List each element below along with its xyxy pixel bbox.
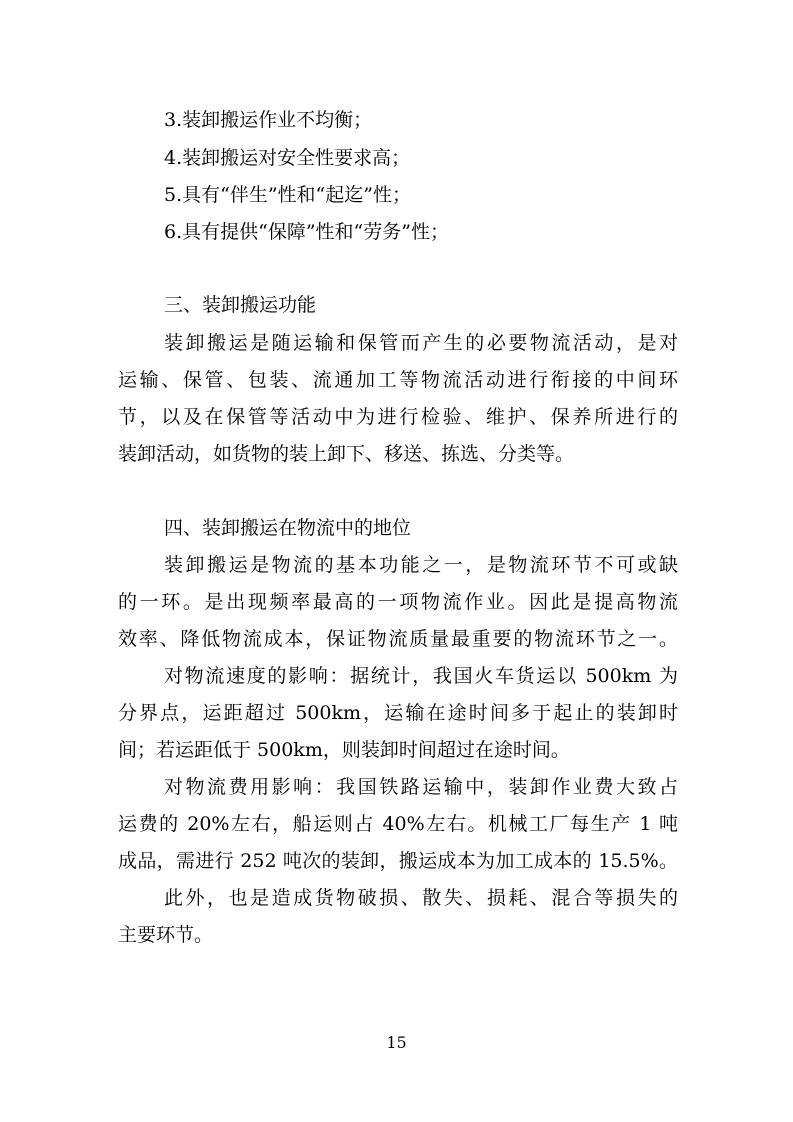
- paragraph-line: 效率、降低物流成本，保证物流质量最重要的物流环节之一。: [118, 628, 678, 650]
- paragraph-line: 对物流费用影响：我国铁路运输中，装卸作业费大致占: [164, 776, 678, 798]
- paragraph-line: 装卸搬运是物流的基本功能之一，是物流环节不可或缺: [164, 554, 678, 576]
- list-item: 3.装卸搬运作业不均衡；: [164, 109, 373, 131]
- paragraph-line: 的一环。是出现频率最高的一项物流作业。因此是提高物流: [118, 591, 678, 613]
- list-item: 6.具有提供“保障”性和“劳务”性；: [164, 221, 449, 243]
- paragraph-line: 装卸搬运是随运输和保管而产生的必要物流活动，是对: [164, 332, 678, 354]
- paragraph-line: 运费的 20%左右，船运则占 40%左右。机械工厂每生产 1 吨: [118, 813, 678, 835]
- paragraph-line: 主要环节。: [118, 924, 214, 946]
- paragraph-line: 节，以及在保管等活动中为进行检验、维护、保养所进行的: [118, 406, 678, 428]
- paragraph-line: 分界点，运距超过 500km，运输在途时间多于起止的装卸时: [118, 702, 678, 724]
- list-item: 4.装卸搬运对安全性要求高；: [164, 147, 411, 169]
- paragraph-line: 运输、保管、包装、流通加工等物流活动进行衔接的中间环: [118, 369, 678, 391]
- paragraph-line: 对物流速度的影响：据统计，我国火车货运以 500km 为: [164, 665, 678, 687]
- paragraph-line: 间；若运距低于 500km，则装卸时间超过在途时间。: [118, 739, 570, 761]
- section-heading: 四、装卸搬运在物流中的地位: [164, 517, 412, 539]
- paragraph-line: 装卸活动，如货物的装上卸下、移送、拣选、分类等。: [118, 443, 575, 465]
- section-heading: 三、装卸搬运功能: [164, 294, 317, 316]
- paragraph-line: 成品，需进行 252 吨次的装卸，搬运成本为加工成本的 15.5%。: [118, 850, 678, 872]
- page-number: 15: [386, 1033, 407, 1052]
- paragraph-line: 此外，也是造成货物破损、散失、损耗、混合等损失的: [164, 887, 678, 909]
- list-item: 5.具有“伴生”性和“起迄”性；: [164, 184, 411, 206]
